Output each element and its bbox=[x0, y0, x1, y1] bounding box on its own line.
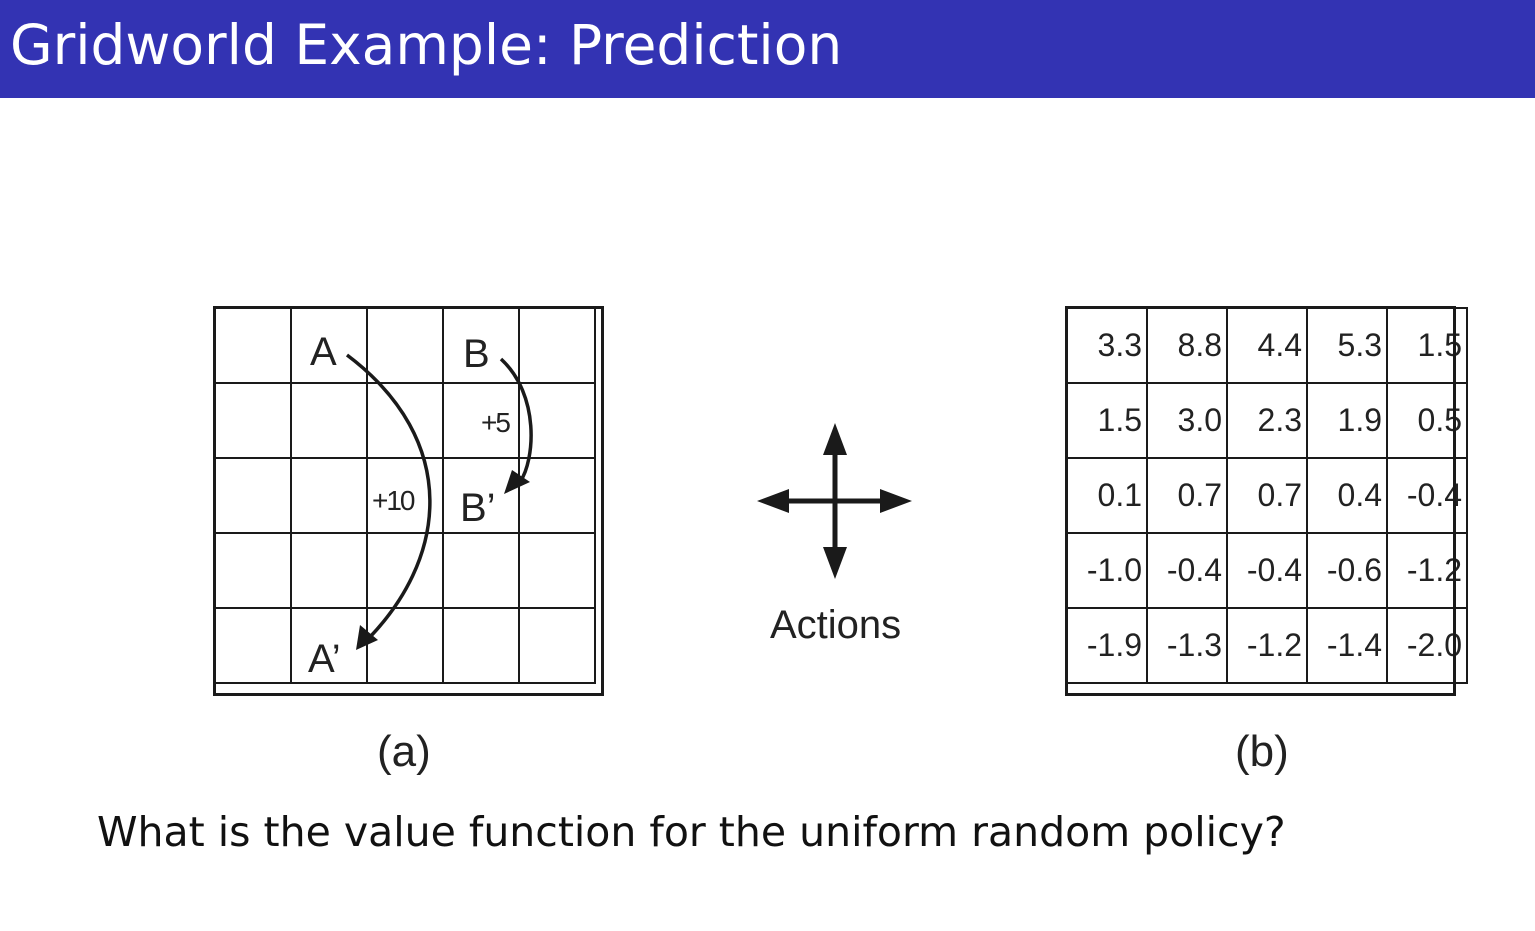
value-cell: 2.3 bbox=[1227, 383, 1307, 458]
jump-arrow-a bbox=[347, 355, 430, 645]
value-row bbox=[1067, 383, 1467, 458]
jump-arrow-b bbox=[501, 359, 531, 482]
reward-b-label: +5 bbox=[481, 407, 509, 438]
value-cell: 0.1 bbox=[1067, 458, 1147, 533]
state-a-prime-label: A’ bbox=[308, 637, 341, 681]
value-cell: 4.4 bbox=[1227, 308, 1307, 383]
value-row bbox=[1067, 608, 1467, 683]
value-cell: 1.9 bbox=[1307, 383, 1387, 458]
value-cell: -1.2 bbox=[1227, 608, 1307, 683]
value-cell: -1.0 bbox=[1067, 533, 1147, 608]
value-cell: 0.7 bbox=[1147, 458, 1227, 533]
value-cell: 0.5 bbox=[1387, 383, 1467, 458]
value-cell: -0.4 bbox=[1227, 533, 1307, 608]
value-cell: 8.8 bbox=[1147, 308, 1227, 383]
question-text: What is the value function for the uniform random policy? bbox=[97, 808, 1286, 856]
value-cell: -1.4 bbox=[1307, 608, 1387, 683]
four-direction-arrows-icon bbox=[757, 423, 912, 579]
value-row bbox=[1067, 308, 1467, 383]
jump-arrow-a-head bbox=[356, 625, 378, 650]
caption-b: (b) bbox=[1235, 727, 1289, 776]
value-row bbox=[1067, 533, 1467, 608]
value-cell: 3.3 bbox=[1067, 308, 1147, 383]
value-cell: 0.4 bbox=[1307, 458, 1387, 533]
value-cell: 1.5 bbox=[1387, 308, 1467, 383]
slide-title: Gridworld Example: Prediction bbox=[10, 13, 843, 77]
value-cell: 1.5 bbox=[1067, 383, 1147, 458]
value-cell: 5.3 bbox=[1307, 308, 1387, 383]
state-b-prime-label: B’ bbox=[460, 486, 496, 530]
state-b-label: B bbox=[463, 332, 490, 376]
value-cell: 0.7 bbox=[1227, 458, 1307, 533]
caption-a: (a) bbox=[377, 727, 431, 776]
actions-label: Actions bbox=[770, 603, 902, 647]
value-cell: 3.0 bbox=[1147, 383, 1227, 458]
value-row bbox=[1067, 458, 1467, 533]
value-cell: -1.2 bbox=[1387, 533, 1467, 608]
value-cell: -0.4 bbox=[1147, 533, 1227, 608]
reward-a-label: +10 bbox=[372, 485, 414, 516]
value-cell: -1.3 bbox=[1147, 608, 1227, 683]
value-function-grid bbox=[1066, 307, 1468, 684]
value-cell: -1.9 bbox=[1067, 608, 1147, 683]
value-cell: -0.6 bbox=[1307, 533, 1387, 608]
state-a-label: A bbox=[310, 330, 337, 374]
value-cell: -2.0 bbox=[1387, 608, 1467, 683]
value-cell: -0.4 bbox=[1387, 458, 1467, 533]
